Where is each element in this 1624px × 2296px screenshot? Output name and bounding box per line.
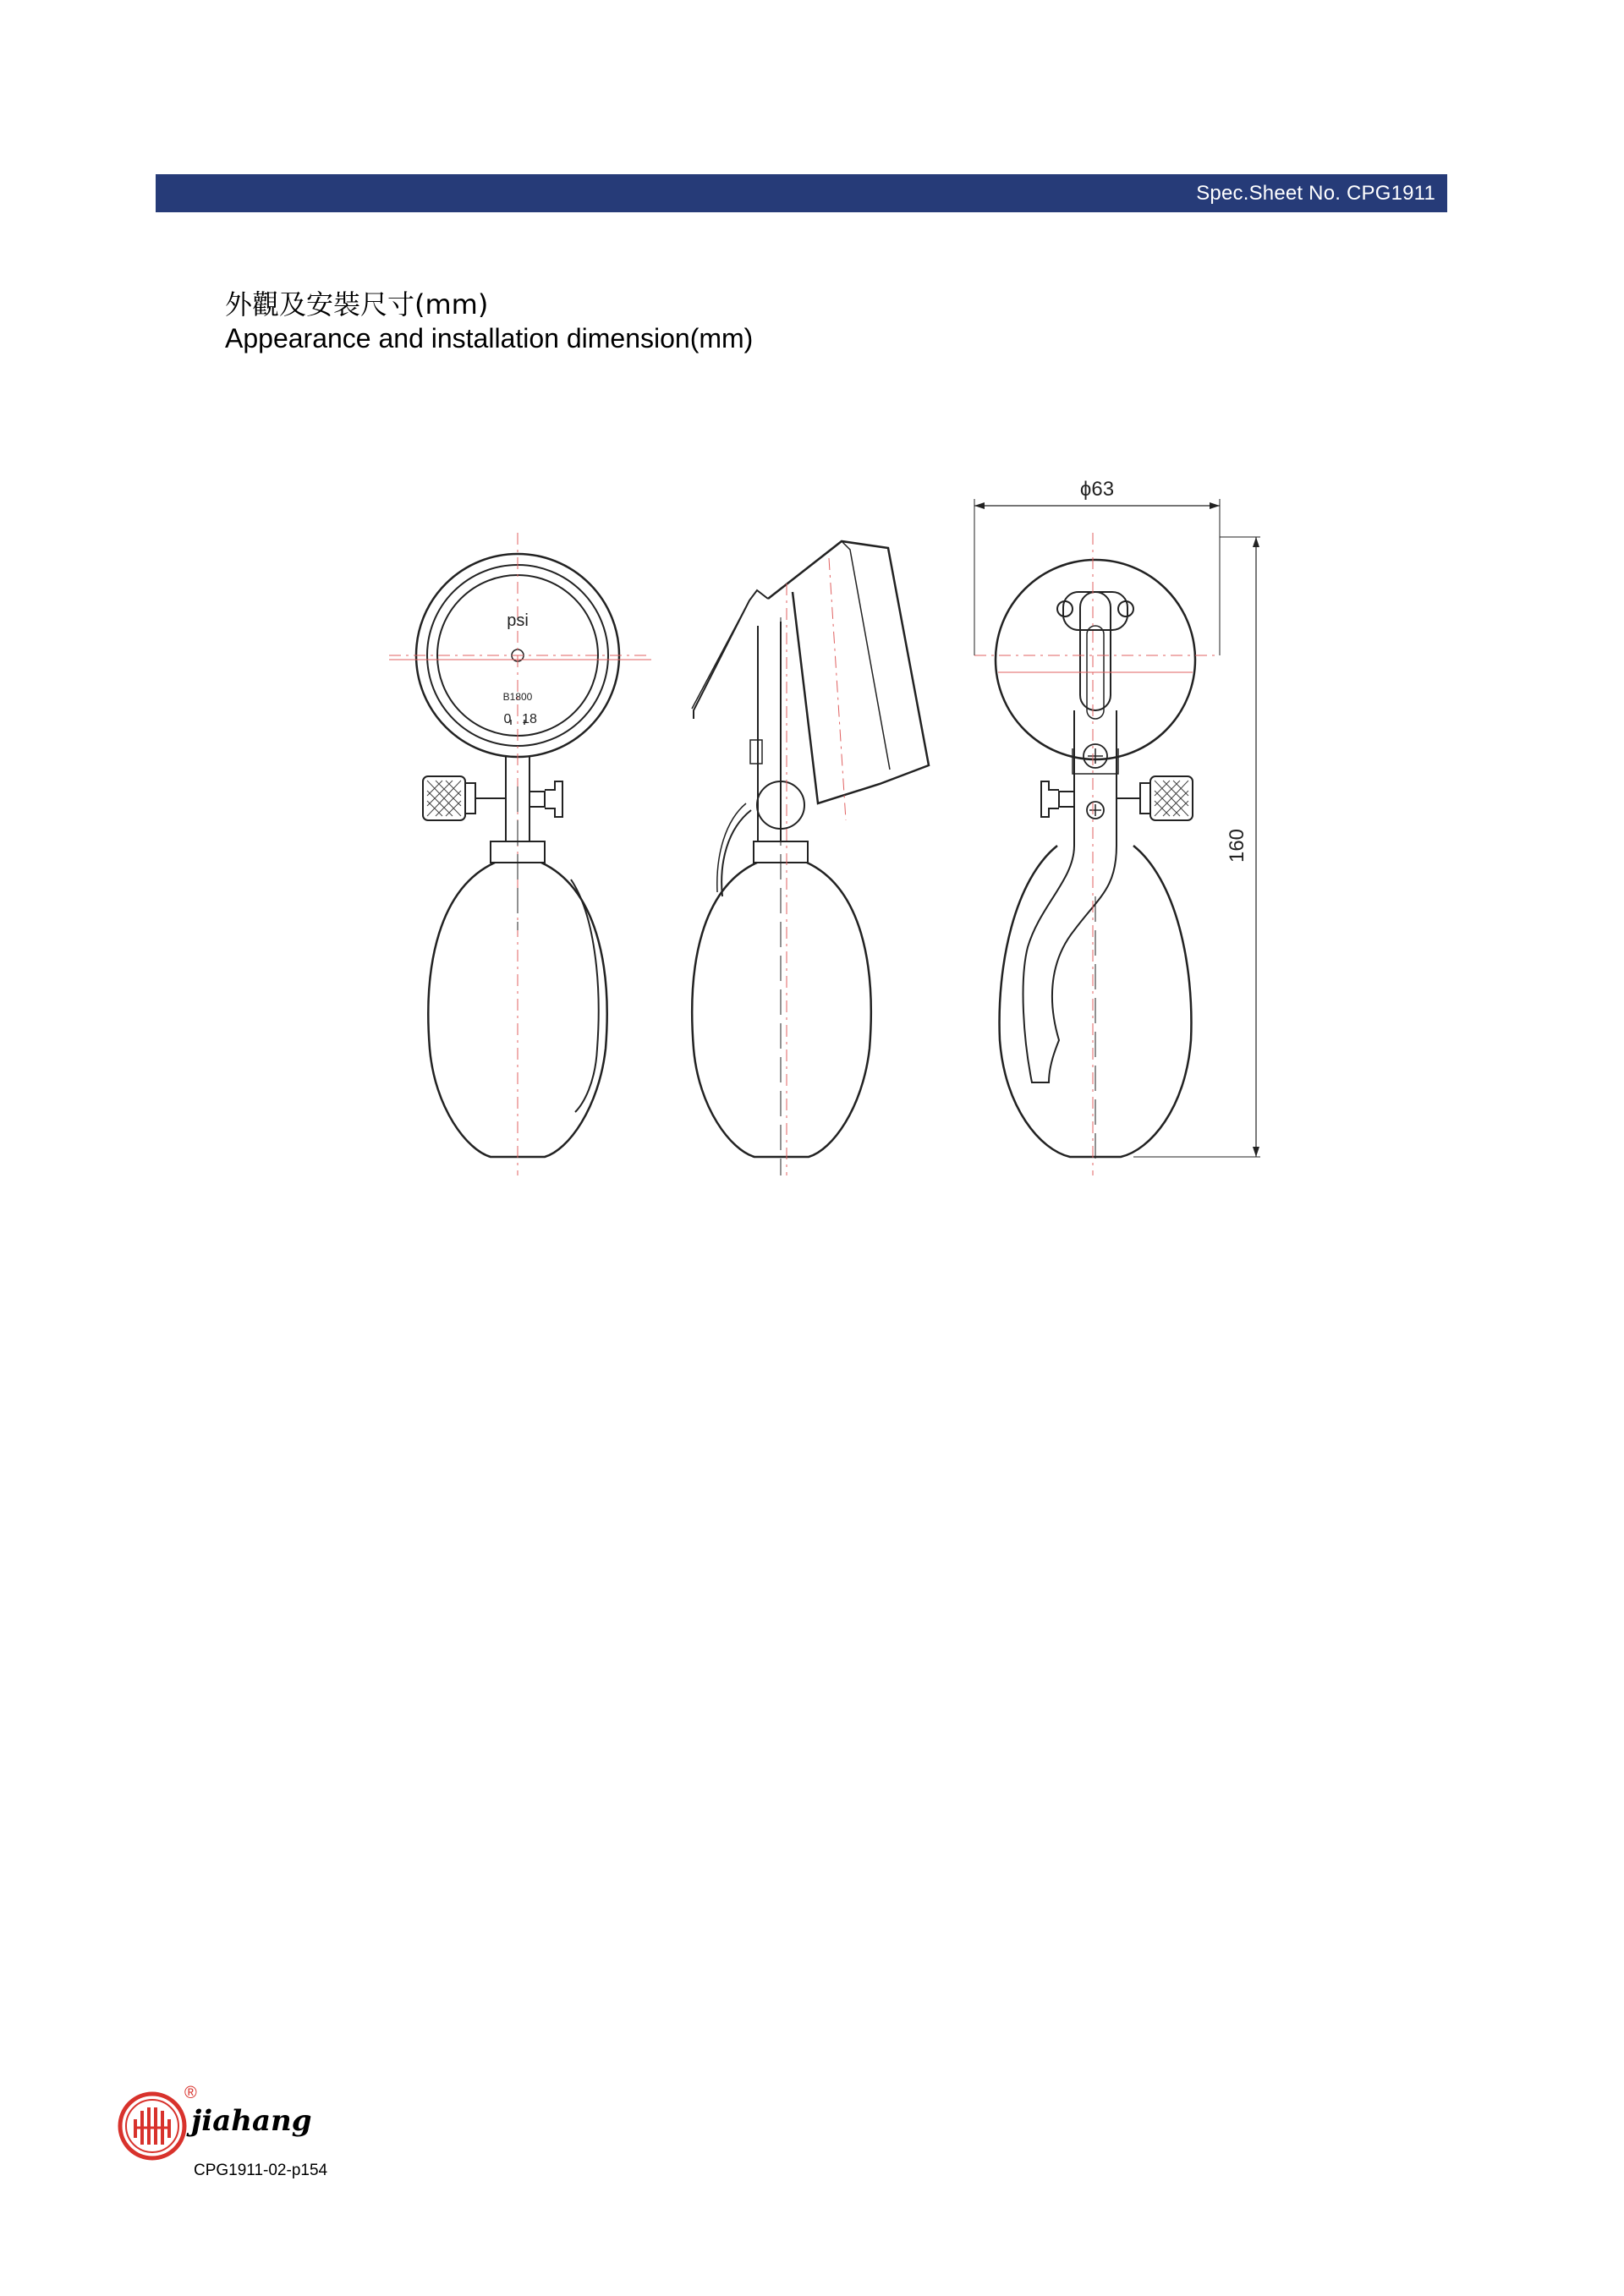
title-block <box>225 288 753 355</box>
gauge-scale-min: 0 <box>503 712 512 726</box>
diameter-dimension-label: ϕ63 <box>1079 478 1115 501</box>
height-dimension-label: 160 <box>1226 828 1248 863</box>
document-code: CPG1911-02-p154 <box>194 2162 328 2179</box>
gauge-model-label: B1800 <box>502 691 533 703</box>
header-bar <box>156 174 1447 212</box>
side-view <box>692 541 929 1175</box>
back-view <box>974 533 1218 1175</box>
title-chinese: 外觀及安裝尺寸(mm) <box>225 288 489 321</box>
registered-mark: ® <box>184 2084 197 2102</box>
gauge-scale-mark: 18 <box>522 712 537 726</box>
gauge-unit-label: psi <box>507 611 529 630</box>
title-english: Appearance and installation dimension(mm) <box>225 323 754 353</box>
spec-sheet-number: Spec.Sheet No. CPG1911 <box>1196 182 1435 205</box>
brand-name: jiahang <box>191 2104 312 2138</box>
technical-drawing <box>372 457 1303 1184</box>
